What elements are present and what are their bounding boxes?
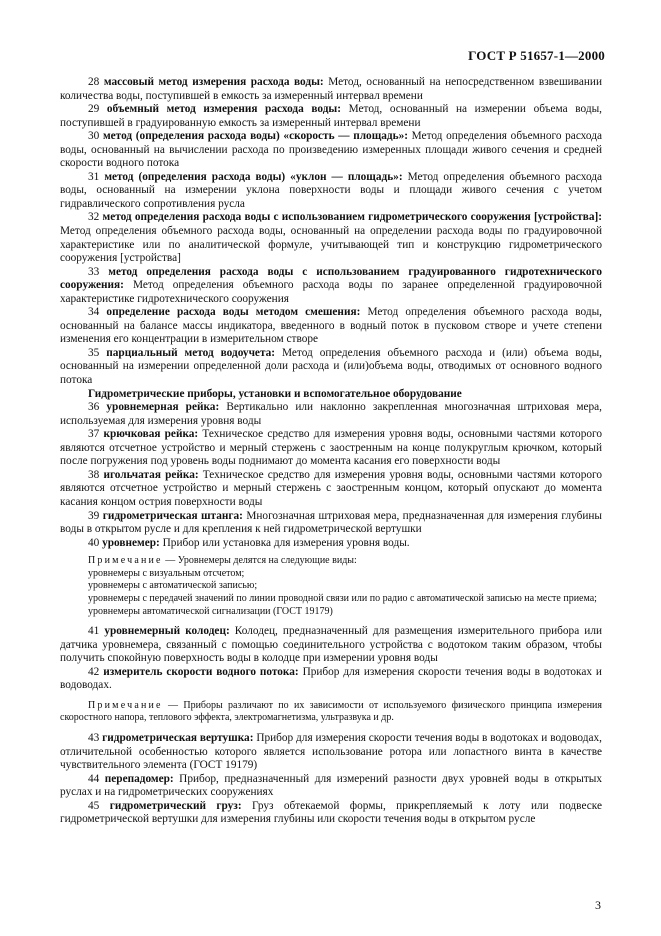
note-text: Примечание — Приборы различают по их зависимости от используемого физического принципа измерения скоростного напора, теплового эффекта, электромагнетизма, ультразвука и др. — [60, 699, 602, 724]
entry-44: 44 перепадомер: Прибор, предназначенный для измерений разности двух уровней воды в открытых руслах и на гидрометрических сооружениях — [60, 772, 602, 799]
note-line: уровнемеры с автоматической записью; — [88, 580, 258, 592]
page-content — [60, 76, 602, 827]
entry-35: 35 парциальный метод водоучета: Метод определения объемного расхода и (или) объема воды, основанный на измерении определенной доли расхода и (или)объема воды, отводимых от основного водного потока — [60, 346, 603, 387]
note-line: уровнемеры автоматической сигнализации (ГОСТ 19179) — [88, 605, 333, 617]
note-levelmeters — [60, 555, 602, 618]
entry-33: 33 метод определения расхода воды с использованием градуированного гидротехнического сооружения: Метод определения объемного расхода воды по заранее определенной градуировочной характеристике гидротехнического сооружения — [60, 265, 603, 305]
entry-34: 34 определение расхода воды методом смешения: Метод определения объемного расхода воды, основанный на балансе массы индикатора, введенного в водный поток в пусковом створе и учете степени изменения его концентрации в измерительном створе — [60, 306, 602, 346]
note-intro: Примечание — Уровнемеры делятся на следующие виды: — [88, 555, 357, 567]
entry-37: 37 крючковая рейка: Техническое средство для измерения уровня воды, основными частями которого являются отсчетное устройство и мерный стержень с заостренным на конце полукруглым крючком, который после погружения под уровень воды поднимают до момента касания его поверхности воды — [60, 428, 602, 468]
entry-28: 28 массовый метод измерения расхода воды: Метод, основанный на непосредственном взвешивании количества воды, поступившей в емкость за измеренный интервал времени — [60, 76, 603, 102]
page-number: 3 — [595, 898, 601, 912]
entry-29: 29 объемный метод измерения расхода воды: Метод, основанный на измерении объема воды, поступившей в градуированную емкость за измеренный интервал времени — [60, 103, 602, 129]
note-line: уровнемеры с визуальным отсчетом; — [88, 567, 245, 579]
entry-31: 31 метод (определения расхода воды) «уклон — площадь»: Метод определения объемного расхода воды, основанный на измерении уклона поверхности воды и площади живого сечения с учетом гидравлического сопротивления русла — [60, 170, 603, 210]
entry-36: 36 уровнемерная рейка: Вертикально или наклонно закрепленная многозначная штриховая мера, используемая для измерения уровня воды — [60, 401, 602, 427]
note-flow-meters — [60, 700, 602, 725]
entry-32: 32 метод определения расхода воды с использованием гидрометрического сооружения [устройства]: Метод определения объемного расхода воды, основанный на определении расхода воды по градуировочной характеристике или по аналитической формуле, учитывающей тип и конструкцию гидрометрического сооружения [устройства] — [60, 211, 602, 265]
entry-41: 41 уровнемерный колодец: Колодец, предназначенный для размещения измерительного прибора или датчика уровнемера, связанный с помощью соединительного устройства с водотоком таким образом, чтобы получить спокойную поверхность воды в колодце при измерении уровня воды — [60, 625, 602, 665]
entry-43: 43 гидрометрическая вертушка: Прибор для измерения скорости течения воды в водотоках и водоводах, отличительной особенностью которого является использование ротора или лопастного винта в качестве чувствительного элемента (ГОСТ 19179) — [60, 732, 602, 772]
entry-30: 30 метод (определения расхода воды) «скорость — площадь»: Метод определения объемного расхода воды, основанный на вычислении расхода по произведению измеренных площади живого сечения и средней скорости водного потока — [60, 130, 602, 170]
entry-45: 45 гидрометрический груз: Груз обтекаемой формы, прикрепляемый к лоту или подвеске гидрометрической вертушки для измерения глубины или скорости течения воды в открытом русле — [60, 799, 602, 826]
document-header: ГОСТ Р 51657-1—2000 — [468, 48, 605, 63]
entry-39: 39 гидрометрическая штанга: Многозначная штриховая мера, предназначенная для измерения глубины воды в открытом русле и для крепления к ней гидрометрической вертушки — [60, 509, 603, 536]
entry-40: 40 уровнемер: Прибор или установка для измерения уровня воды. — [88, 536, 410, 549]
section-title: Гидрометрические приборы, установки и вспомогательное оборудование — [88, 387, 462, 400]
entry-38: 38 игольчатая рейка: Техническое средство для измерения уровня воды, основными частями которого являются отсчетное устройство и мерный стержень с заостренным концом, который опускают до момента касания концом острия поверхности воды — [60, 468, 603, 508]
entry-42: 42 измеритель скорости водного потока: Прибор для измерения скорости течения воды в водотоках и водоводах. — [60, 665, 602, 692]
note-line: уровнемеры с передачей значений по линии проводной связи или по радио с автоматической записью на месте приема; — [88, 592, 597, 604]
